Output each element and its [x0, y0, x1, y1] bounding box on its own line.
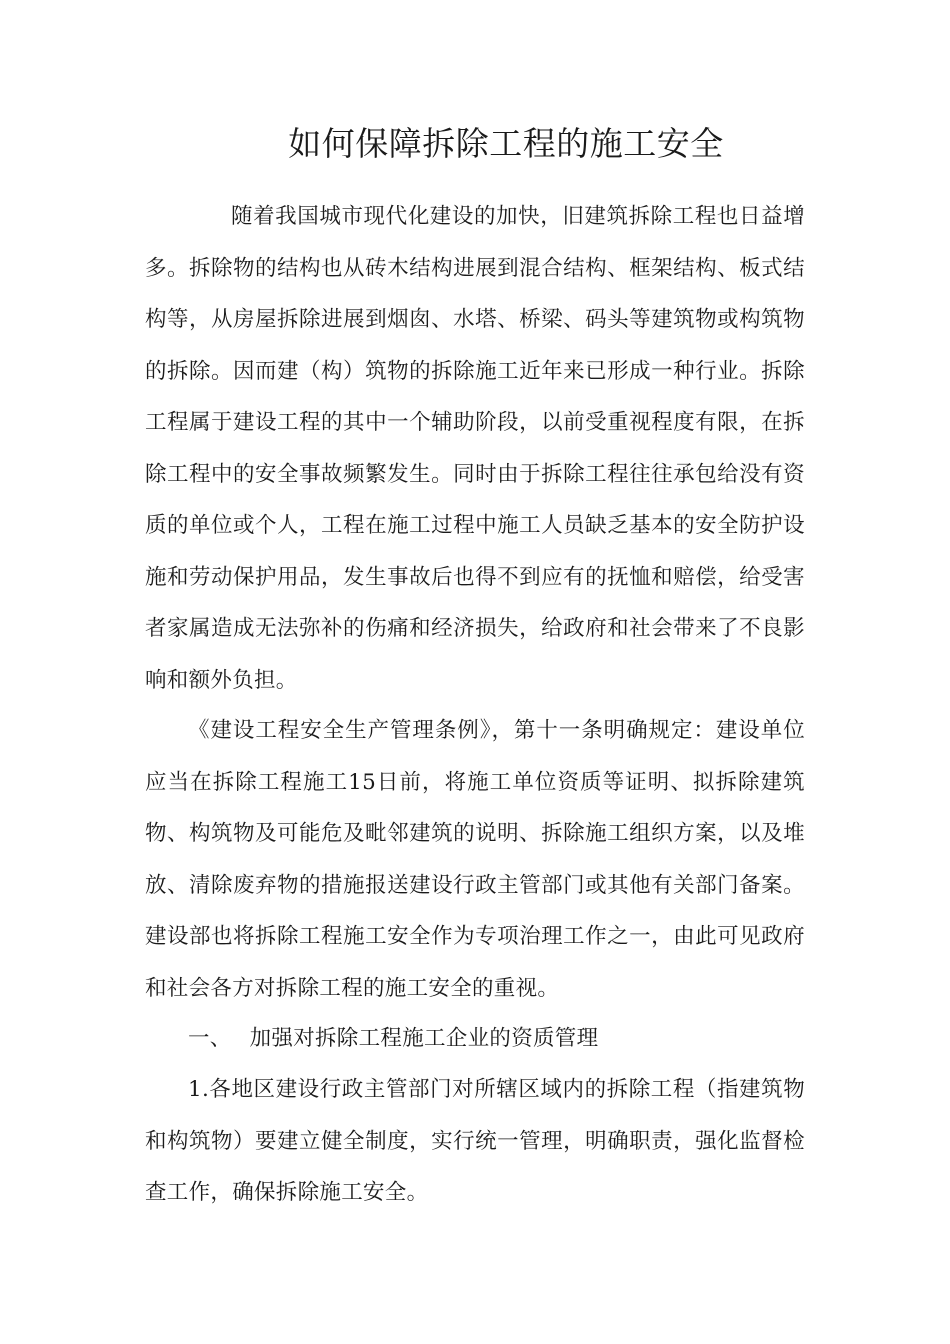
section-heading-text: 加强对拆除工程施工企业的资质管理 — [249, 1026, 599, 1051]
intro-paragraph: 随着我国城市现代化建设的加快，旧建筑拆除工程也日益增多。拆除物的结构也从砖木结构进展到混合结构、框架结构、板式结构等，从房屋拆除进展到烟囱、水塔、桥梁、码头等建筑物或构筑物的拆除。因而建（构）筑物的拆除施工近年来已形成一种行业。拆除工程属于建设工程的其中一个辅助阶段，以前受重视程度有限，在拆除工程中的安全事故频繁发生。同时由于拆除工程往往承包给没有资质的单位或个人，工程在施工过程中施工人员缺乏基本的安全防护设施和劳动保护用品，发生事故后也得不到应有的抚恤和赔偿，给受害者家属造成无法弥补的伤痛和经济损失，给政府和社会带来了不良影响和额外负担。 — [145, 204, 805, 693]
section-heading — [145, 1013, 805, 1065]
document-title: 如何保障拆除工程的施工安全 — [288, 124, 724, 163]
section-number: 一、 — [188, 1026, 232, 1051]
list-item: 1.各地区建设行政主管部门对所辖区域内的拆除工程（指建筑物和构筑物）要建立健全制度，实行统一管理，明确职责，强化监督检查工作，确保拆除施工安全。 — [145, 1077, 805, 1205]
regulation-paragraph: 《建设工程安全生产管理条例》，第十一条明确规定：建设单位应当在拆除工程施工15日前，将施工单位资质等证明、拟拆除建筑物、构筑物及可能危及毗邻建筑的说明、拆除施工组织方案，以及堆放、清除废弃物的措施报送建设行政主管部门或其他有关部门备案。建设部也将拆除工程施工安全作为专项治理工作之一，由此可见政府和社会各方对拆除工程的施工安全的重视。 — [145, 718, 805, 1001]
